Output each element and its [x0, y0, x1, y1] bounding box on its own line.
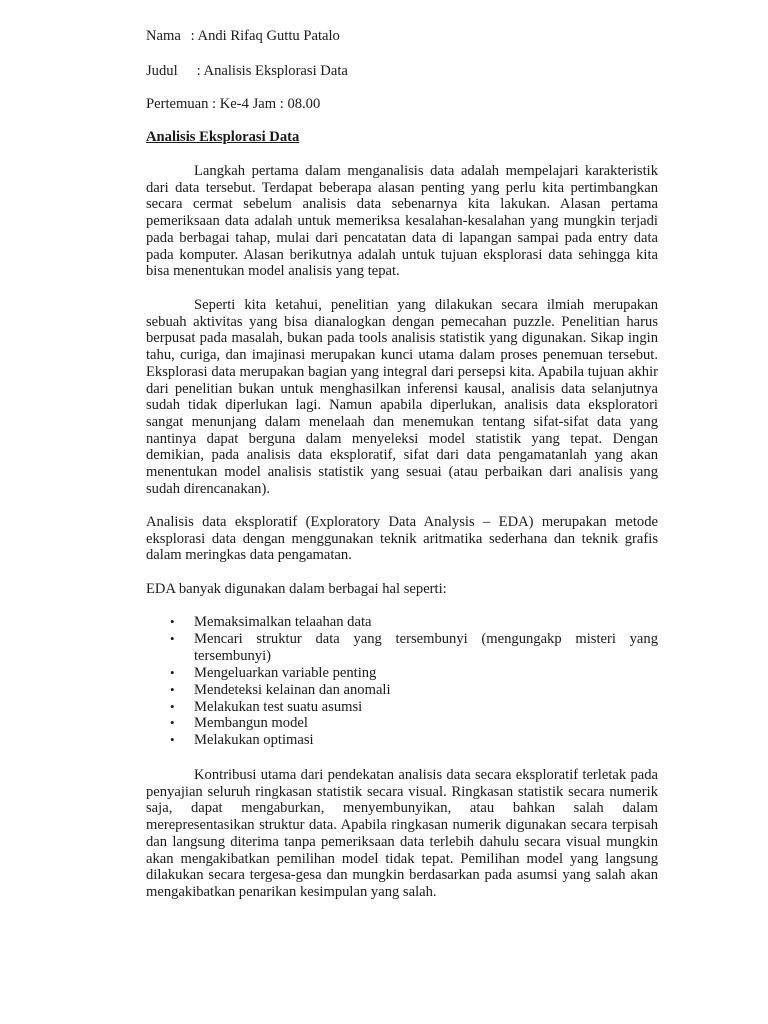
bullet-icon: •: [170, 732, 175, 748]
judul-value: : Analisis Eksplorasi Data: [196, 63, 348, 79]
pertemuan-line: Pertemuan : Ke-4 Jam : 08.00: [146, 96, 321, 112]
list-item: • Mencari struktur data yang tersembunyi (mengungakp misteri yang tersembunyi): [170, 630, 658, 664]
paragraph-5: Kontribusi utama dari pendekatan analisis data secara eksploratif terletak pada penyajian seluruh ringkasan statistik secara visual. Ringkasan statistik secara numerik saja, dapat mengaburkan, menyembunyikan, atau bahkan salah dalam merepresentasikan struktur data. Apabila ringkasan numerik digunakan secara terpisah dan langsung diterima tanpa pemeriksaan data terlebih dahulu secara visual mungkin akan mengakibatkan pemilihan model tidak tepat. Pemilihan model yang langsung dilakukan secara tergesa-gesa dan mungkin berdasarkan pada asumsi yang salah akan mengakibatkan penarikan kesimpulan yang salah.: [146, 767, 658, 900]
list-item: • Mengeluarkan variable penting: [170, 664, 377, 681]
bullet-icon: •: [170, 664, 175, 680]
bullet-icon: •: [170, 715, 175, 731]
list-item: • Melakukan test suatu asumsi: [170, 698, 363, 715]
paragraph-2: Seperti kita ketahui, penelitian yang dilakukan secara ilmiah merupakan sebuah aktivitas yang bisa dianalogkan dengan pemecahan puzzle. Penelitian harus berpusat pada masalah, bukan pada tools analisis statistik yang digunakan. Sikap ingin tahu, curiga, dan imajinasi merupakan kunci utama dalam proses penemuan tersebut. Eksplorasi data merupakan bagian yang integral dari persepsi kita. Apabila tujuan akhir dari penelitian bukan untuk menghasilkan inferensi kausal, analisis data selanjutnya sudah tidak diperlukan lagi. Namun apabila diperlukan, analisis data eksploratori sangat menunjang dalam menelaah dan menemukan tentang sifat-sifat data yang nantinya dapat berguna dalam menyeleksi model statistik yang tepat. Dengan demikian, pada analisis data eksploratif, sifat dari data pengamatanlah yang akan menentukan model analisis statistik yang sesuai (atau perbaikan dari analisis yang sudah direncanakan).: [146, 297, 658, 497]
list-item: • Memaksimalkan telaahan data: [170, 614, 372, 630]
eda-uses-list: [146, 614, 658, 749]
paragraph-3: Analisis data eksploratif (Exploratory Data Analysis – EDA) merupakan metode eksplorasi data dengan menggunakan teknik aritmatika sederhana dan teknik grafis dalam meringkas data pengamatan.: [146, 514, 658, 564]
judul-line: [146, 62, 348, 80]
list-item: • Mendeteksi kelainan dan anomali: [170, 681, 391, 698]
bullet-icon: •: [170, 614, 175, 629]
bullet-icon: •: [170, 630, 175, 646]
bullet-icon: •: [170, 698, 175, 714]
paragraph-1: Langkah pertama dalam menganalisis data adalah mempelajari karakteristik dari data tersebut. Terdapat beberapa alasan penting yang perlu kita pertimbangkan secara cermat sebelum analisis data sebenarnya kita lakukan. Alasan pertama pemeriksaan data adalah untuk memeriksa kesalahan-kesalahan yang mungkin terjadi pada berbagai tahap, mulai dari pencatatan data di lapangan sampai pada entry data pada komputer. Alasan berikutnya adalah untuk tujuan eksplorasi data sehingga kita bisa menentukan model analisis yang tepat.: [146, 163, 658, 280]
list-item: • Membangun model: [170, 715, 308, 732]
section-heading: Analisis Eksplorasi Data: [146, 129, 300, 145]
judul-label: Judul: [146, 63, 178, 79]
nama-value: : Andi Rifaq Guttu Patalo: [190, 28, 340, 44]
list-item: • Melakukan optimasi: [170, 732, 314, 749]
nama-line: [146, 27, 340, 45]
paragraph-4: EDA banyak digunakan dalam berbagai hal seperti:: [146, 581, 447, 597]
nama-label: Nama: [146, 28, 181, 44]
bullet-icon: •: [170, 681, 175, 697]
